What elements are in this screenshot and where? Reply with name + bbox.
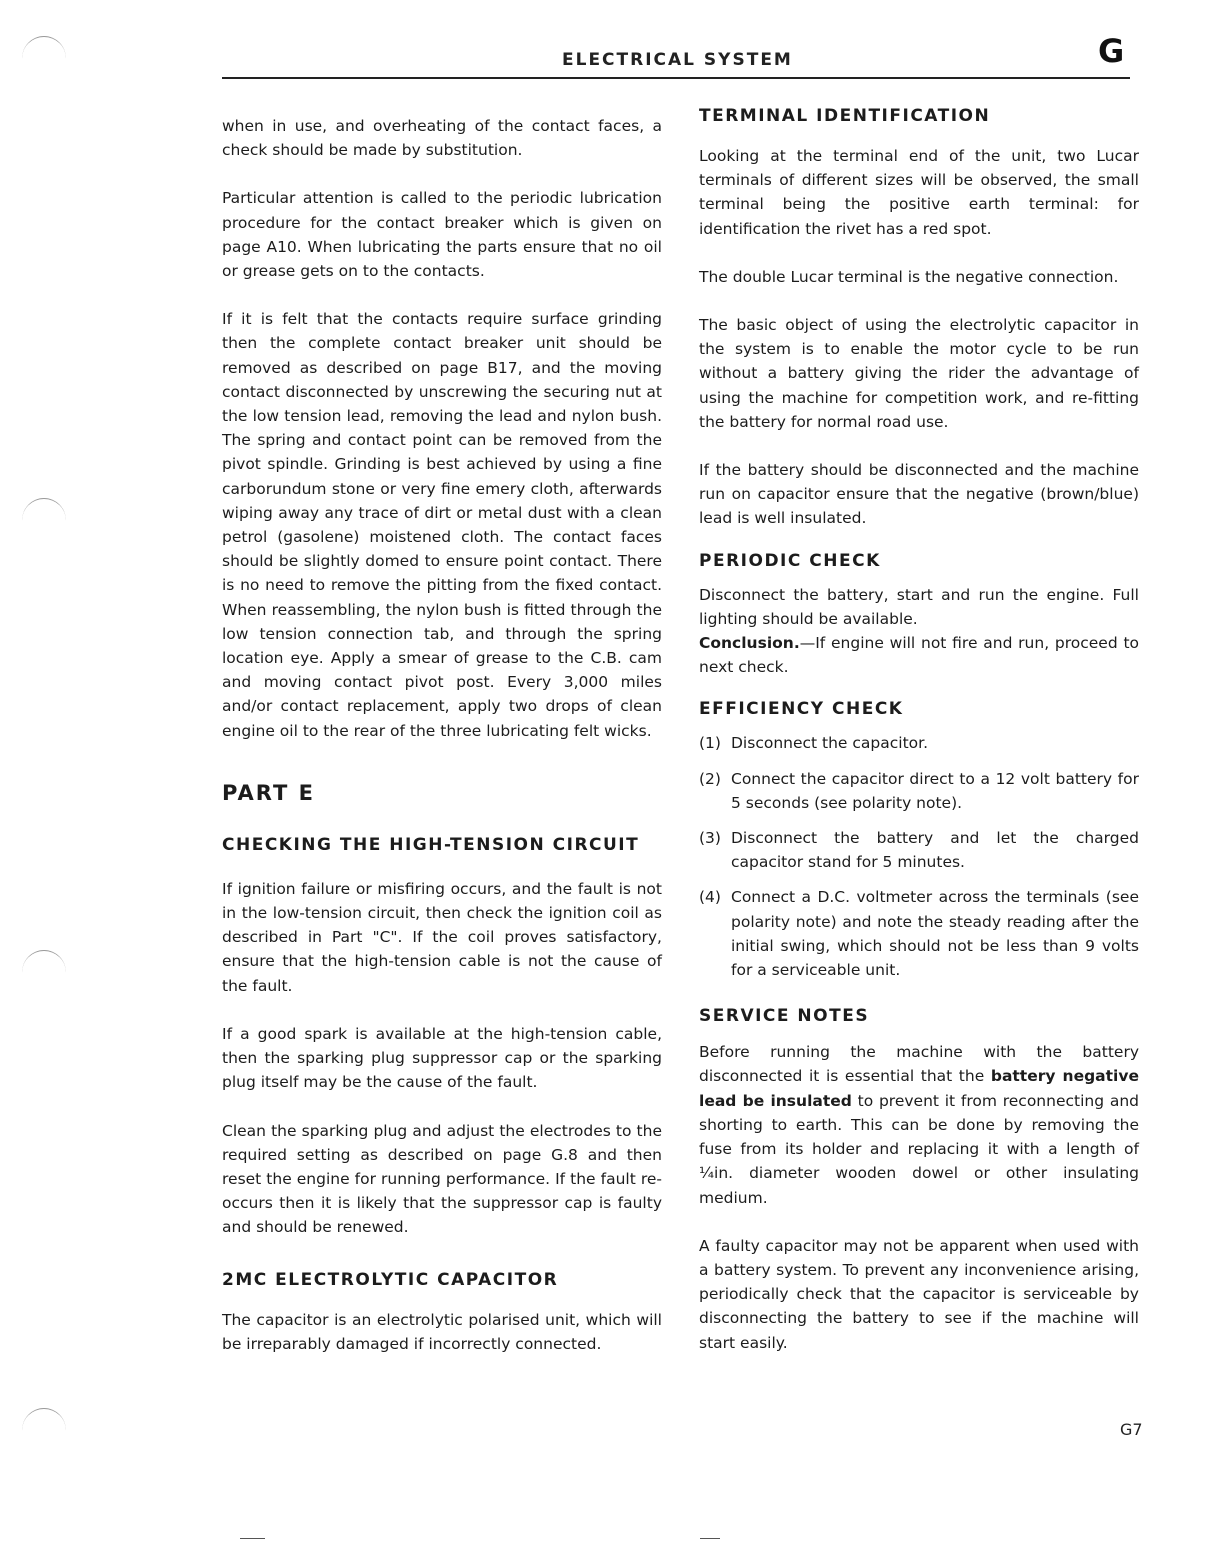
paragraph: If it is felt that the contacts require surface grinding then the complete contact breaker unit should be removed as described on page B17, and the moving contact disconnected by unscrewing the securing nut at the low tension lead, removing the lead and nylon bush. The spring and contact point can be removed from the pivot spindle. Grinding is best achieved by using a fine carborundum stone or very fine emery cloth, afterwards wiping away any trace of dirt or metal dust with a clean petrol (gasolene) moistened cloth. The contact faces should be slightly domed to ensure point contact. There is no need to remove the pitting from the fixed contact. When reassembling, the nylon bush is fitted through the low tension connection tab, and through the spring location eye. Apply a smear of grease to the C.B. cam and moving contact pivot post. Every 3,000 miles and/or contact replacement, apply two drops of clean engine oil to the rear of the three lubricating felt wicks. [222, 310, 662, 740]
paragraph: Particular attention is called to the periodic lubrication procedure for the contact breaker which is given on page A10. When lubricating the parts ensure that no oil or grease gets on to the contacts. [222, 189, 662, 281]
paragraph: The basic object of using the electrolytic capacitor in the system is to enable the motor cycle to be run without a battery giving the rider the advantage of using the machine for competition work, and re-fitting the battery for normal road use. [699, 316, 1139, 431]
paragraph: The double Lucar terminal is the negative connection. [699, 267, 1119, 286]
part-heading: PART E [222, 780, 315, 805]
numbered-step: (4) Connect a D.C. voltmeter across the terminals (see polarity note) and note the steady reading after the initial swing, which should not be less than 9 volts for a serviceable unit. [699, 888, 1139, 980]
header-rule [222, 77, 1130, 79]
punch-hole-mark [22, 498, 66, 543]
paragraph: The capacitor is an electrolytic polarised unit, which will be irreparably damaged if incorrectly connected. [222, 1310, 662, 1353]
punch-hole-mark [22, 950, 66, 995]
paragraph: Looking at the terminal end of the unit, two Lucar terminals of different sizes will be observed, the small terminal being the positive earth terminal: for identification the rivet has a red spot. [699, 147, 1139, 238]
numbered-step: (3) Disconnect the battery and let the charged capacitor stand for 5 minutes. [699, 829, 1139, 872]
paragraph: Disconnect the battery, start and run the engine. Full lighting should be available. [699, 585, 1139, 628]
paragraph: Before running the machine with the battery disconnected it is essential that the battery negative lead be insulated to prevent it from reconnecting and shorting to earth. This can be done by removing the fuse from its holder and replacing it with a length of ¼in. diameter wooden dowel or other insulating medium. [699, 1043, 1139, 1207]
right-column [699, 104, 1139, 1355]
conclusion-text: —If engine will not fire and run, proceed to next check. [699, 634, 1139, 677]
numbered-step: (1) Disconnect the capacitor. [699, 734, 929, 753]
left-column [222, 114, 662, 1356]
emphasis-text: battery negative lead be insulated [699, 1067, 1139, 1110]
section-letter: G [1098, 32, 1125, 70]
conclusion-paragraph [699, 631, 1139, 679]
paragraph: A faulty capacitor may not be apparent when used with a battery system. To prevent any inconvenience arising, periodically check that the capacitor is serviceable by disconnecting the battery to see if the machine will start easily. [699, 1236, 1139, 1352]
numbered-step: (2) Connect the capacitor direct to a 12 volt battery for 5 seconds (see polarity note). [699, 769, 1139, 812]
paragraph: If the battery should be disconnected and the machine run on capacitor ensure that the negative (brown/blue) lead is well insulated. [699, 461, 1139, 528]
paragraph: If ignition failure or misfiring occurs, and the fault is not in the low-tension circuit, then check the ignition coil as described in Part "C". If the coil proves satisfactory, ensure that the high-tension cable is not the cause of the fault. [222, 879, 662, 995]
footer-mark [700, 1538, 720, 1539]
paragraph: when in use, and overheating of the contact faces, a check should be made by substitution. [222, 117, 662, 160]
conclusion-label: Conclusion. [699, 634, 800, 653]
section-heading: CHECKING THE HIGH-TENSION CIRCUIT [222, 834, 640, 855]
section-heading: TERMINAL IDENTIFICATION [699, 106, 991, 126]
punch-hole-mark [22, 1408, 66, 1453]
section-heading: 2MC ELECTROLYTIC CAPACITOR [222, 1269, 559, 1290]
section-heading: SERVICE NOTES [699, 1006, 870, 1027]
punch-hole-mark [22, 36, 66, 81]
section-heading: PERIODIC CHECK [699, 550, 881, 571]
page-header-title: ELECTRICAL SYSTEM [562, 50, 793, 70]
paragraph: Clean the sparking plug and adjust the electrodes to the required setting as described on page G.8 and then reset the engine for running performance. If the fault re-occurs then it is likely that the suppressor cap is faulty and should be renewed. [222, 1121, 662, 1237]
page-number: G7 [1120, 1420, 1143, 1439]
paragraph: If a good spark is available at the high-tension cable, then the sparking plug suppressor cap or the sparking plug itself may be the cause of the fault. [222, 1024, 662, 1092]
section-heading: EFFICIENCY CHECK [699, 699, 904, 720]
footer-mark [240, 1538, 265, 1539]
